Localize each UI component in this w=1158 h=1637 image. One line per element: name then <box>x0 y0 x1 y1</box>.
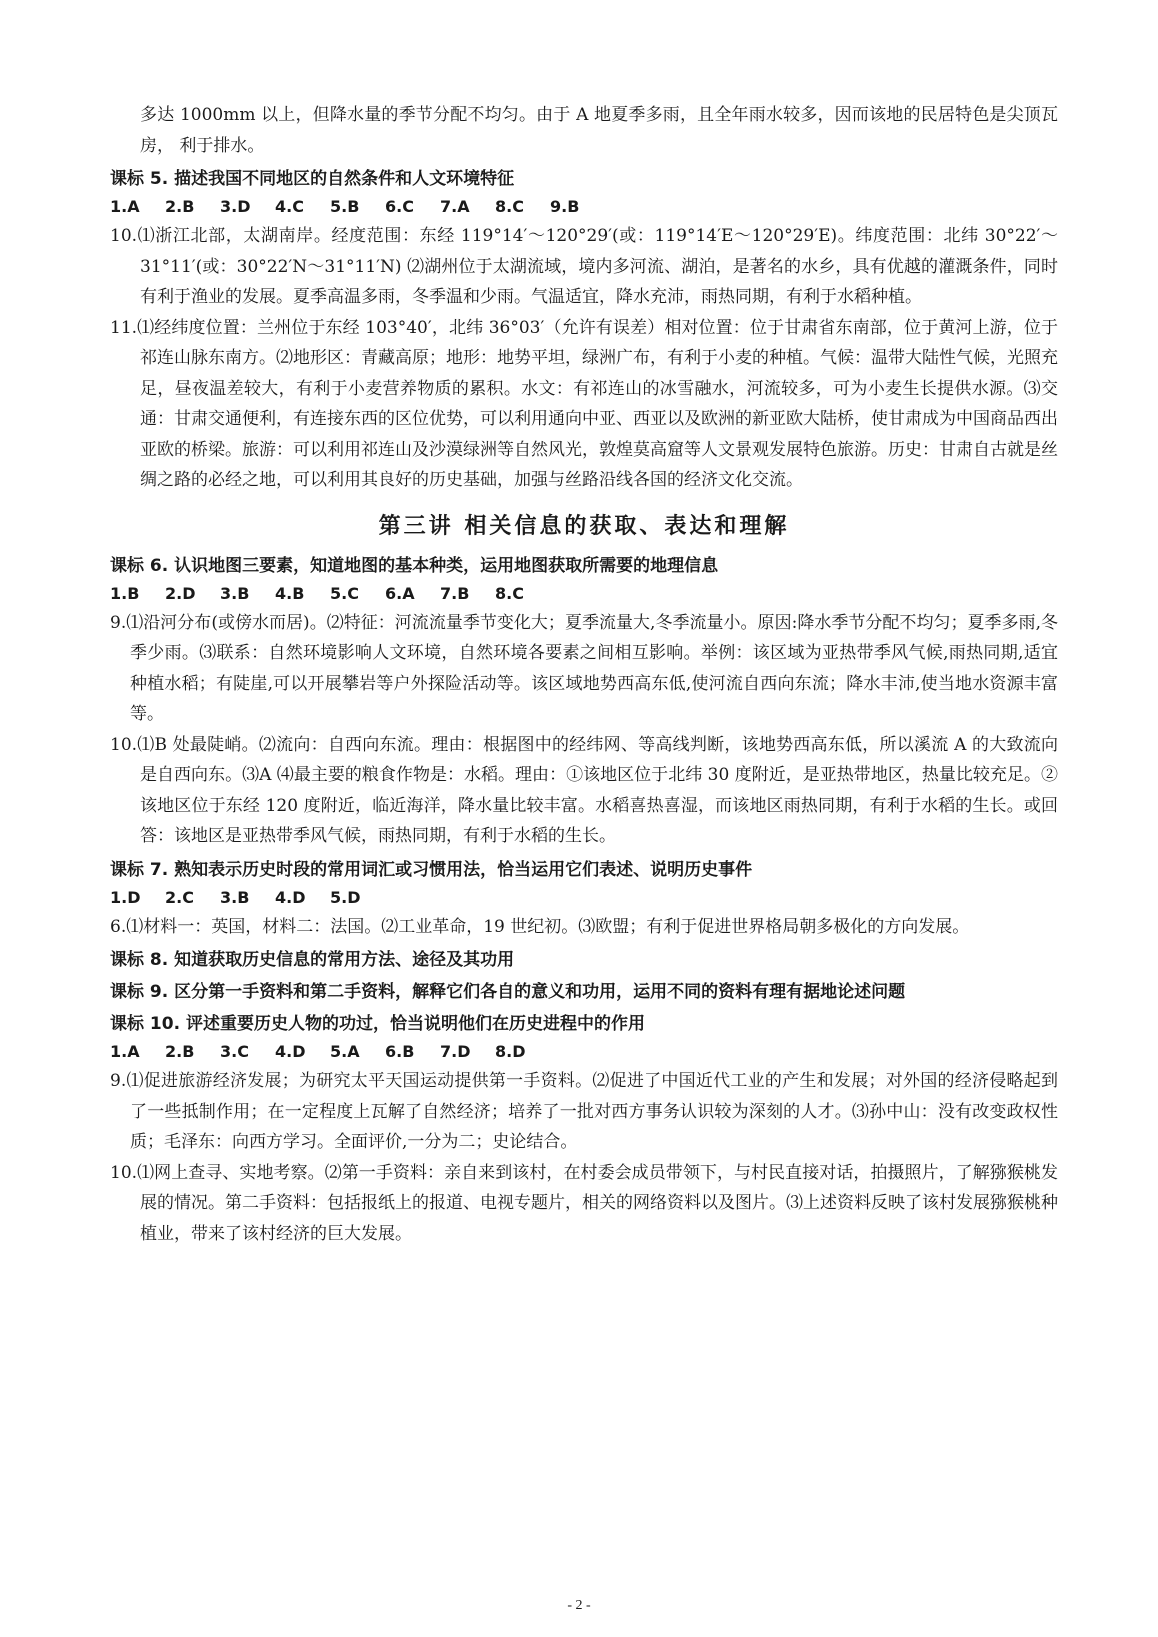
choice-answer: 1.A <box>110 1042 140 1061</box>
section-5 <box>110 165 1058 496</box>
section-10-heading: 课标 10. 评述重要历史人物的功过，恰当说明他们在历史进程中的作用 <box>110 1014 645 1034</box>
section-7-heading: 课标 7. 熟知表示历史时段的常用词汇或习惯用法，恰当运用它们表述、说明历史事件 <box>110 859 753 880</box>
choice-answer: 5.A <box>330 1042 360 1061</box>
choice-answer: 2.C <box>165 887 194 907</box>
choice-answer: 1.D <box>110 887 141 907</box>
choice-answer: 8.C <box>495 197 524 216</box>
choice-answer: 6.A <box>385 583 415 603</box>
section-10 <box>110 1010 1058 1249</box>
choice-answer: 2.B <box>165 197 195 216</box>
choice-answer: 7.A <box>440 197 470 216</box>
document-page <box>110 100 1058 1249</box>
section-5-answer-11: 11.⑴经纬度位置：兰州位于东经 103°40′，北纬 36°03′（允许有误差）相对位置：位于甘肃省东南部，位于黄河上游，位于祁连山脉东南方。⑵地形区：青藏高原；地形：地势平坦，绿洲广布，有利于小麦的种植。气候：温带大陆性气候，光照充足，昼夜温差较大，有利于小麦营养物质的累积。水文：有祁连山的冰雪融水，河流较多，可为小麦生长提供水源。⑶交通：甘肃交通便利，有连接东西的区位优势，可以利用通向中亚、西亚以及欧洲的新亚欧大陆桥，使甘肃成为中国商品西出亚欧的桥梁。旅游：可以利用祁连山及沙漠绿洲等自然风光，敦煌莫高窟等人文景观发展特色旅游。历史：甘肃自古就是丝绸之路的必经之地，可以利用其良好的历史基础，加强与丝路沿线各国的经济文化交流。 <box>110 317 1058 490</box>
section-6 <box>110 552 1058 852</box>
section-5-heading: 课标 5. 描述我国不同地区的自然条件和人文环境特征 <box>110 169 515 189</box>
choice-answer: 4.D <box>275 1042 306 1061</box>
choice-answer: 4.C <box>275 197 304 216</box>
section-6-heading: 课标 6. 认识地图三要素，知道地图的基本种类，运用地图获取所需要的地理信息 <box>110 555 719 576</box>
section-8-heading: 课标 8. 知道获取历史信息的常用方法、途径及其功用 <box>110 950 515 970</box>
section-10-answer-9: 9.⑴促进旅游经济发展；为研究太平天国运动提供第一手资料。⑵促进了中国近代工业的产生和发展；对外国的经济侵略起到了一些抵制作用；在一定程度上瓦解了自然经济；培养了一批对西方事务认识较为深刻的人才。⑶孙中山：没有改变政权性质；毛泽东：向西方学习。全面评价,一分为二；史论结合。 <box>110 1071 1058 1152</box>
section-6-answer-9: 9.⑴沿河分布(或傍水而居)。⑵特征：河流流量季节变化大；夏季流量大,冬季流量小。原因:降水季节分配不均匀；夏季多雨,冬季少雨。⑶联系：自然环境影响人文环境，自然环境各要素之间相互影响。举例：该区域为亚热带季风气候,雨热同期,适宜种植水稻；有陡崖,可以开展攀岩等户外探险活动等。该区域地势西高东低,使河流自西向东流；降水丰沛,使当地水资源丰富等。 <box>110 612 1058 724</box>
choice-answer: 3.B <box>220 583 250 603</box>
lecture-title: 第三讲 相关信息的获取、表达和理解 <box>378 512 790 539</box>
section-10-answer-10: 10.⑴网上查寻、实地考察。⑵第一手资料：亲自来到该村，在村委会成员带领下，与村民直接对话，拍摄照片，了解猕猴桃发展的情况。第二手资料：包括报纸上的报道、电视专题片，相关的网络资料以及图片。⑶上述资料反映了该村发展猕猴桃种植业，带来了该村经济的巨大发展。 <box>110 1162 1058 1244</box>
page-number: - 2 - <box>567 1598 591 1613</box>
choice-answer: 1.B <box>110 583 140 603</box>
section-10-choice-answers <box>110 1038 1058 1066</box>
choice-answer: 8.C <box>495 583 524 603</box>
section-6-choice-answers <box>110 580 1058 608</box>
section-6-answer-10: 10.⑴B 处最陡峭。⑵流向：自西向东流。理由：根据图中的经纬网、等高线判断，该地势西高东低，所以溪流 A 的大致流向是自西向东。⑶A ⑷最主要的粮食作物是：水稻。理由：①该地区位于北纬 30 度附近，是亚热带地区，热量比较充足。②该地区位于东经 120 度附近，临近海洋，降水量比较丰富。水稻喜热喜湿，而该地区雨热同期，有利于水稻的生长。或回答：该地区是亚热带季风气候，雨热同期，有利于水稻的生长。 <box>110 734 1058 846</box>
choice-answer: 5.C <box>330 583 359 603</box>
section-9-heading: 课标 9. 区分第一手资料和第二手资料，解释它们各自的意义和功用，运用不同的资料有理有据地论述问题 <box>110 982 906 1002</box>
choice-answer: 7.B <box>440 583 470 603</box>
section-5-choice-answers <box>110 193 1058 221</box>
choice-answer: 9.B <box>550 197 580 216</box>
choice-answer: 6.C <box>385 197 414 216</box>
choice-answer: 2.B <box>165 1042 195 1061</box>
choice-answer: 1.A <box>110 197 140 216</box>
choice-answer: 3.D <box>220 197 251 216</box>
choice-answer: 5.D <box>330 887 361 907</box>
choice-answer: 3.B <box>220 887 250 907</box>
section-5-answer-10: 10.⑴浙江北部，太湖南岸。经度范围：东经 119°14′～120°29′(或：119°14′E～120°29′E)。纬度范围：北纬 30°22′～31°11′(或：30°22′N～31°11′N) ⑵湖州位于太湖流域，境内多河流、湖泊，是著名的水乡，具有优越的灌溉条件，同时有利于渔业的发展。夏季高温多雨，冬季温和少雨。气温适宜，降水充沛，雨热同期，有利于水稻种植。 <box>110 226 1058 307</box>
choice-answer: 4.D <box>275 887 306 907</box>
choice-answer: 4.B <box>275 583 305 603</box>
section-7-choice-answers <box>110 884 1058 912</box>
choice-answer: 7.D <box>440 1042 471 1061</box>
section-7 <box>110 856 1058 943</box>
choice-answer: 8.D <box>495 1042 526 1061</box>
choice-answer: 6.B <box>385 1042 415 1061</box>
intro-continued-paragraph: 多达 1000mm 以上，但降水量的季节分配不均匀。由于 A 地夏季多雨，且全年雨水较多，因而该地的民居特色是尖顶瓦房， 利于排水。 <box>140 105 1058 156</box>
choice-answer: 2.D <box>165 583 196 603</box>
choice-answer: 3.C <box>220 1042 249 1061</box>
choice-answer: 5.B <box>330 197 360 216</box>
section-7-answer-6: 6.⑴材料一：英国，材料二：法国。⑵工业革命，19 世纪初。⑶欧盟；有利于促进世界格局朝多极化的方向发展。 <box>110 916 970 937</box>
